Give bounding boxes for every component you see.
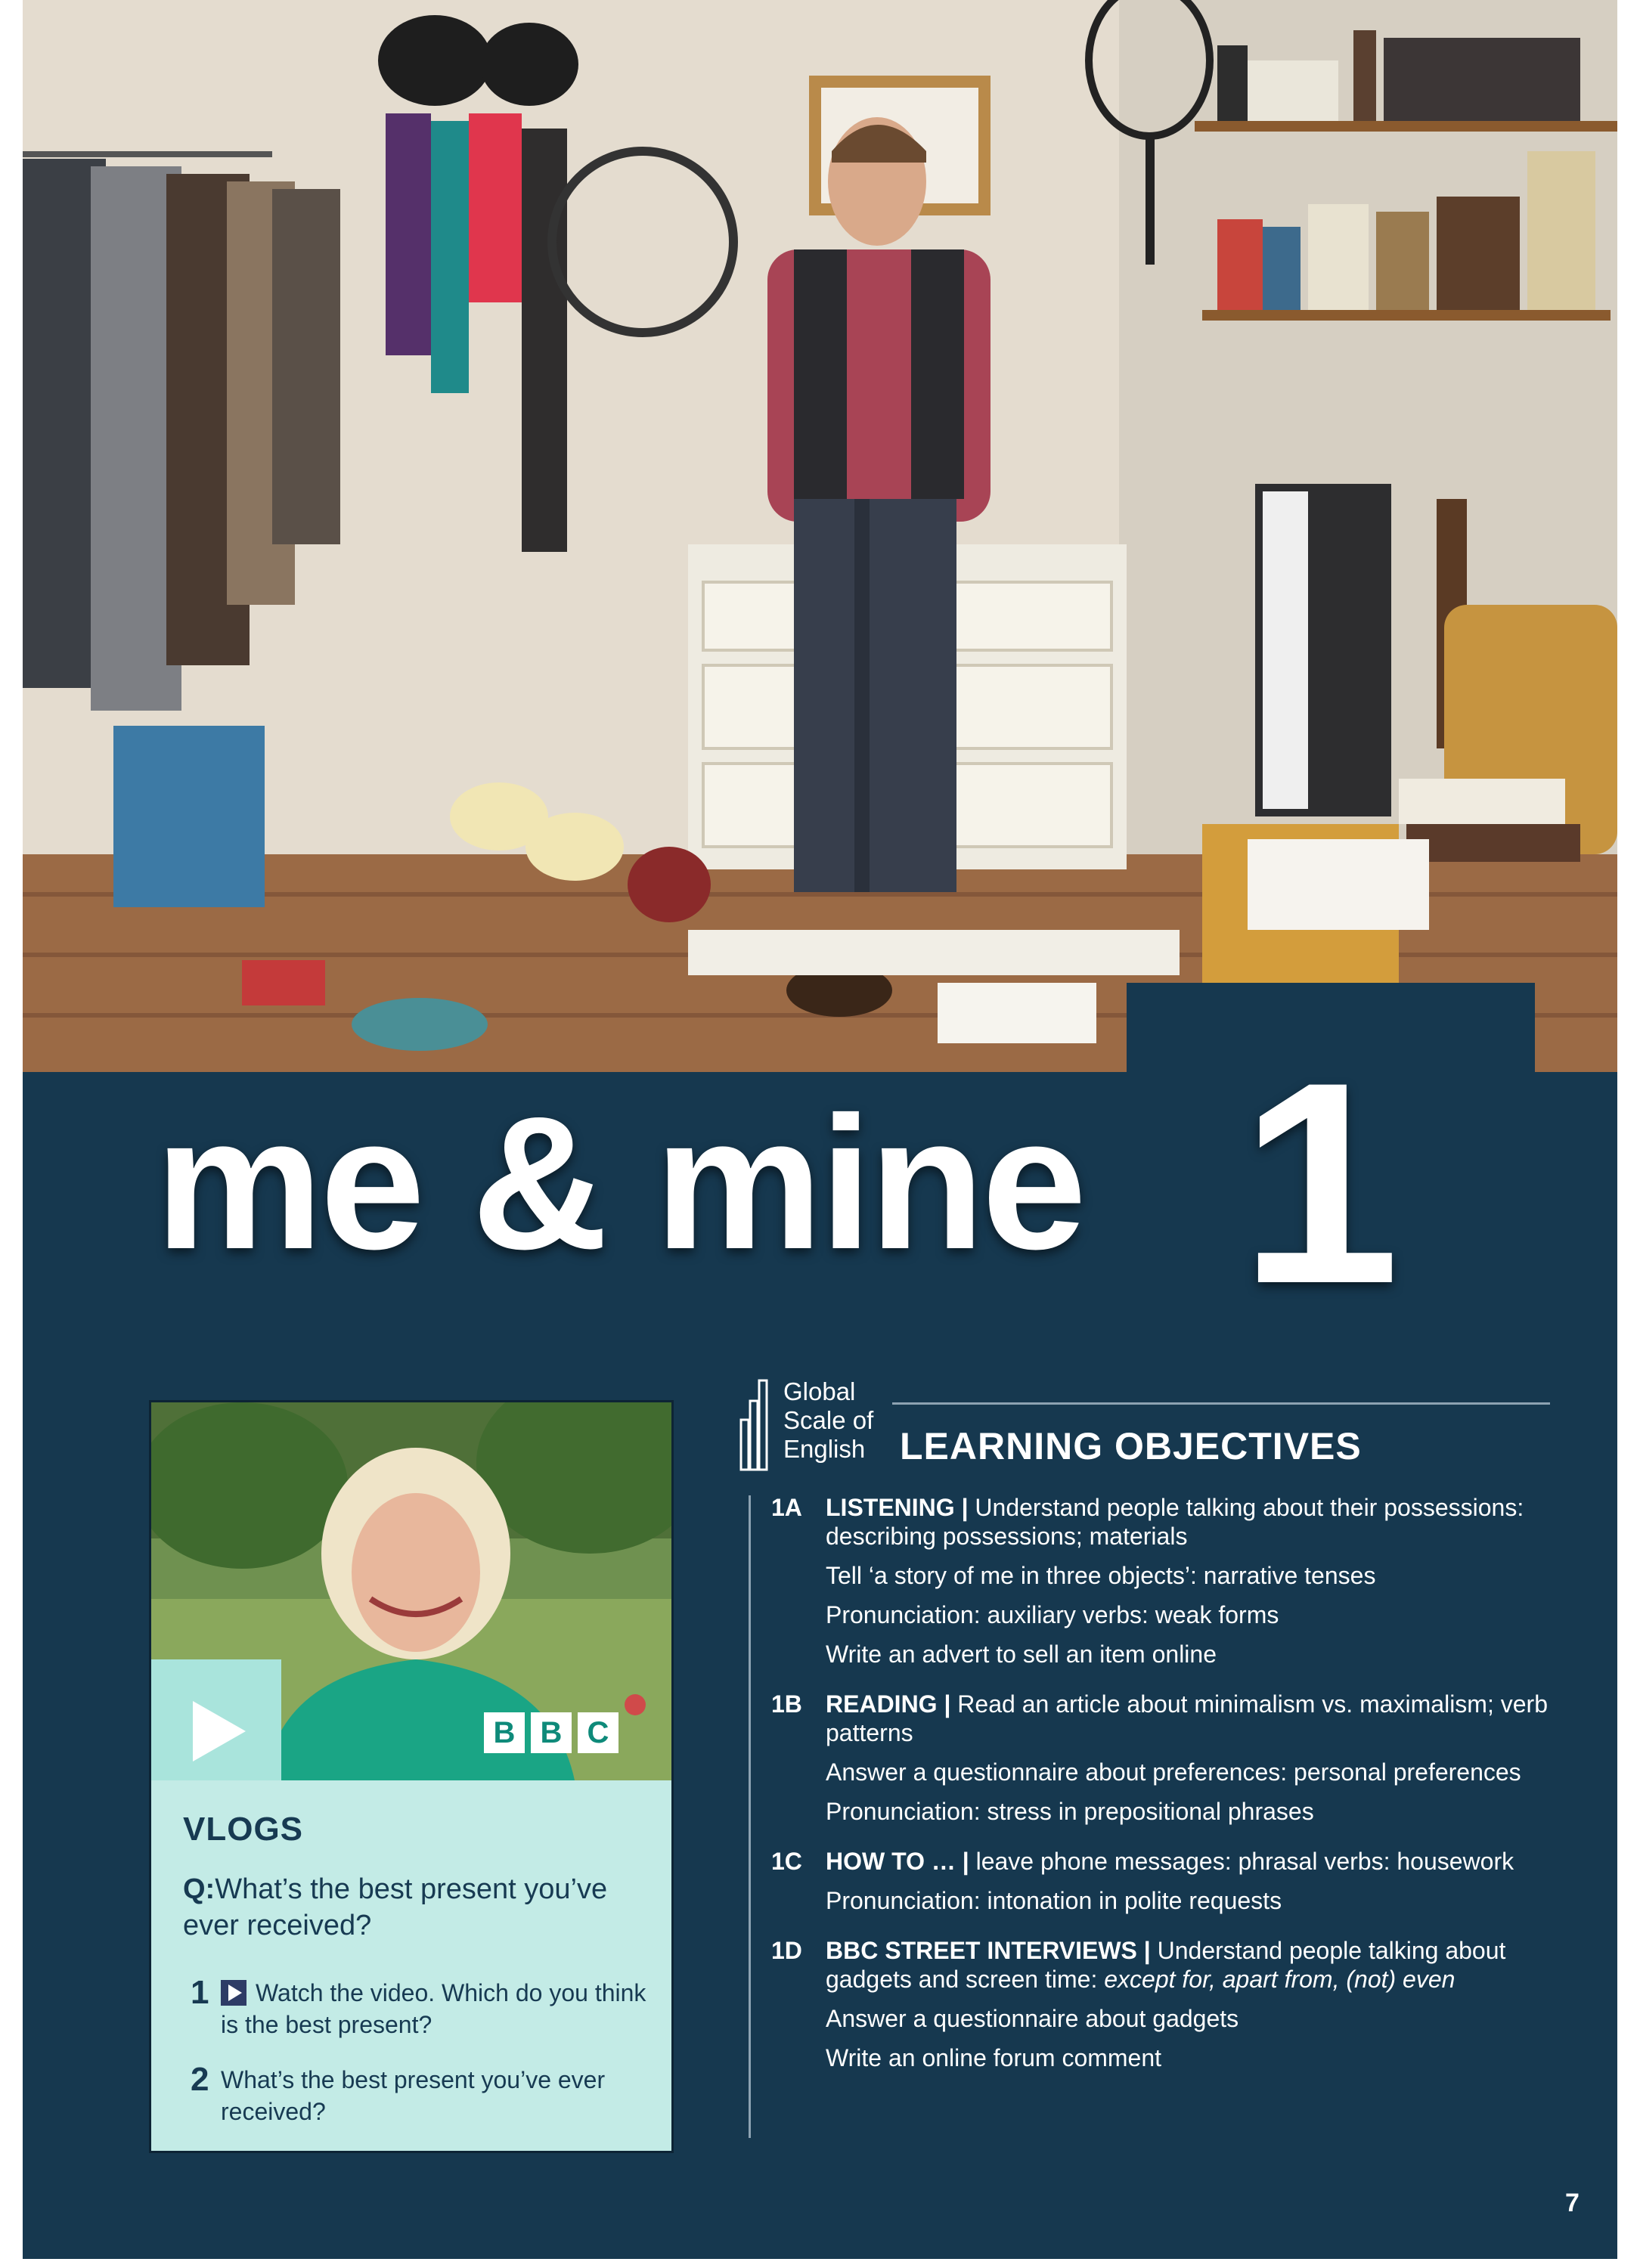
vlog-task bbox=[183, 1974, 652, 2040]
vlog-video-thumbnail[interactable] bbox=[151, 1402, 671, 1780]
gse-line: English bbox=[783, 1435, 866, 1463]
task-text-body: Watch the video. Which do you think is the best present? bbox=[221, 1979, 646, 2038]
gse-bars-icon bbox=[739, 1374, 777, 1473]
objective-text: leave phone messages: phrasal verbs: housework bbox=[975, 1848, 1514, 1875]
objective-line: Pronunciation: auxiliary verbs: weak forms bbox=[826, 1601, 1279, 1628]
hero-photo bbox=[23, 0, 1617, 1072]
objective-line: Pronunciation: intonation in polite requests bbox=[826, 1887, 1282, 1914]
vlog-question bbox=[183, 1871, 637, 1944]
objective-text: Understand people talking about their possessions: describing possessions; materials bbox=[826, 1494, 1524, 1550]
gse-line: Global bbox=[783, 1377, 856, 1405]
gse-line: Scale of bbox=[783, 1406, 874, 1434]
question-label: Q: bbox=[183, 1873, 215, 1905]
gse-logo bbox=[739, 1374, 891, 1473]
vlogs-heading: VLOGS bbox=[183, 1811, 304, 1848]
task-number: 2 bbox=[191, 2061, 209, 2098]
objective-line bbox=[826, 1690, 1588, 1747]
skill-label: READING | bbox=[826, 1690, 958, 1718]
objectives-rule bbox=[892, 1402, 1550, 1405]
objective-line: Pronunciation: stress in prepositional phrases bbox=[826, 1798, 1314, 1825]
objective-line: Answer a questionnaire about gadgets bbox=[826, 2005, 1239, 2032]
unit-opener-page bbox=[23, 0, 1617, 2259]
lesson-code: 1C bbox=[771, 1848, 802, 1875]
page-number: 7 bbox=[1565, 2189, 1580, 2217]
bbc-logo-letter: B bbox=[484, 1712, 525, 1753]
lesson-code: 1D bbox=[771, 1937, 802, 1964]
objective-group-1b bbox=[771, 1690, 1588, 1826]
video-icon[interactable] bbox=[221, 1980, 246, 2006]
objective-text: Read an article about minimalism vs. maximalism; verb patterns bbox=[826, 1690, 1548, 1746]
unit-title: me & mine bbox=[155, 1077, 1084, 1288]
gse-label bbox=[783, 1377, 873, 1464]
lesson-code: 1B bbox=[771, 1690, 802, 1718]
task-text bbox=[221, 1977, 652, 2040]
objective-line bbox=[826, 1936, 1588, 1994]
objective-italic-text: except for, apart from, (not) even bbox=[1104, 1966, 1456, 1993]
bbc-logo bbox=[484, 1712, 618, 1753]
task-number: 1 bbox=[191, 1974, 209, 2011]
video-play-button[interactable] bbox=[151, 1659, 281, 1780]
objectives-divider bbox=[749, 1495, 751, 2138]
hero-illustration bbox=[23, 0, 1617, 1072]
objective-group-1d bbox=[771, 1936, 1588, 2072]
skill-label: BBC STREET INTERVIEWS | bbox=[826, 1937, 1158, 1964]
objective-group-1a bbox=[771, 1493, 1588, 1668]
objective-line bbox=[826, 1493, 1588, 1551]
objectives-list bbox=[771, 1493, 1588, 2093]
unit-number: 1 bbox=[1240, 1022, 1400, 1343]
objective-line bbox=[826, 1847, 1588, 1876]
question-text: What’s the best present you’ve ever received? bbox=[183, 1873, 608, 1941]
play-icon bbox=[193, 1701, 246, 1761]
skill-label: HOW TO … | bbox=[826, 1848, 976, 1875]
skill-label: LISTENING | bbox=[826, 1494, 975, 1521]
lesson-code: 1A bbox=[771, 1494, 802, 1521]
objective-line: Write an advert to sell an item online bbox=[826, 1641, 1217, 1668]
learning-objectives-title: LEARNING OBJECTIVES bbox=[900, 1425, 1362, 1467]
objective-group-1c bbox=[771, 1847, 1588, 1915]
objective-line: Answer a questionnaire about preferences: personal preferences bbox=[826, 1758, 1521, 1786]
objective-text: Understand people talking about gadgets and screen time: bbox=[826, 1937, 1506, 1993]
vlog-task bbox=[183, 2061, 652, 2127]
bbc-logo-letter: B bbox=[531, 1712, 572, 1753]
vlogs-card bbox=[151, 1402, 671, 2151]
objective-line: Write an online forum comment bbox=[826, 2044, 1162, 2071]
objective-line: Tell ‘a story of me in three objects’: narrative tenses bbox=[826, 1562, 1376, 1589]
bbc-logo-letter: C bbox=[578, 1712, 618, 1753]
task-text: What’s the best present you’ve ever received? bbox=[221, 2066, 606, 2125]
